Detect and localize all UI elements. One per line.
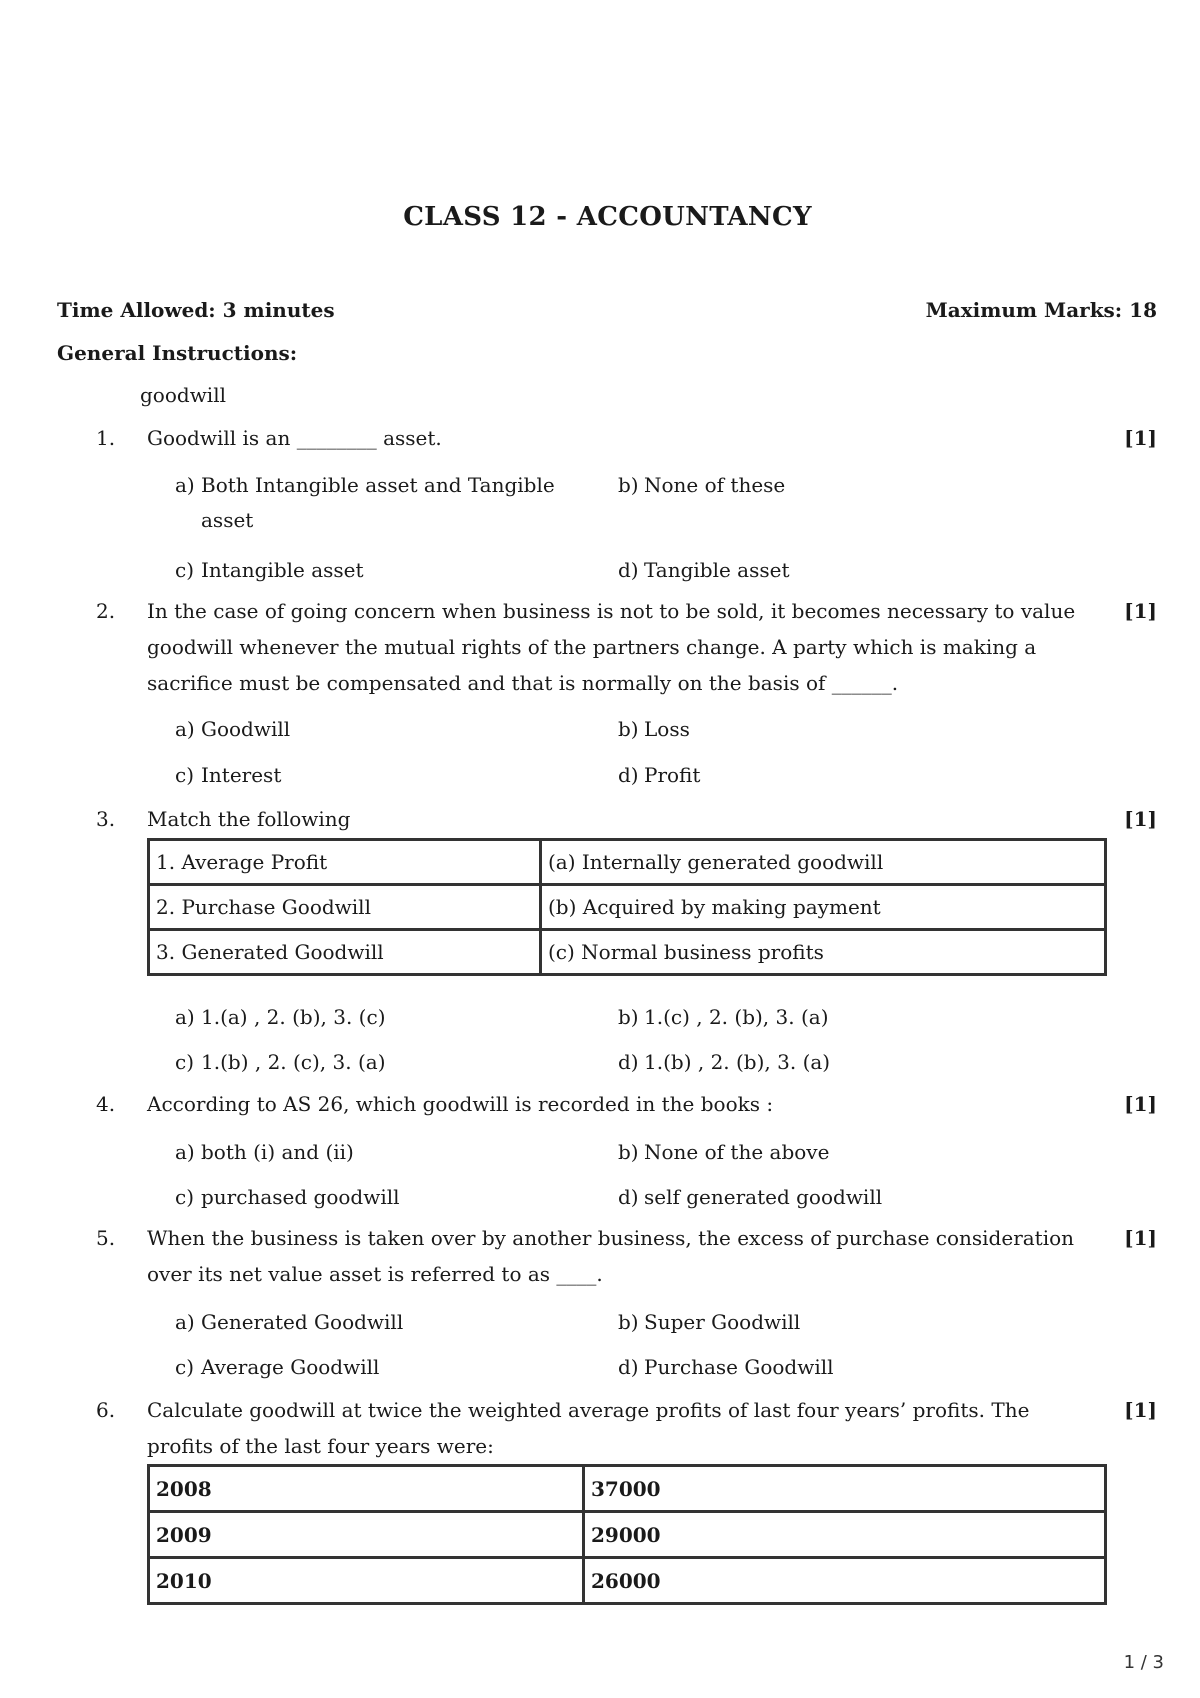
option-text: Average Goodwill <box>201 1355 380 1379</box>
option-label: b) <box>618 1310 639 1334</box>
option-label: b) <box>618 473 639 497</box>
table-row <box>149 885 1106 930</box>
table-row <box>149 930 1106 975</box>
option-a <box>175 468 575 538</box>
option-text: self generated goodwill <box>644 1185 883 1209</box>
maximum-marks: Maximum Marks: 18 <box>925 298 1157 322</box>
option-text: None of the above <box>644 1140 830 1164</box>
table-cell: 2008 <box>149 1466 584 1512</box>
question-text: In the case of going concern when business is not to be sold, it becomes necessary to value goodwill whenever the mutual rights of the partners change. A party which is making a sacrifice must be compensated and that is normally on the basis of ______. <box>147 599 1076 695</box>
question-number: 4. <box>96 1092 116 1116</box>
option-label: a) <box>175 473 195 497</box>
table-row <box>149 1466 1106 1512</box>
table-cell: 26000 <box>584 1558 1106 1604</box>
option-text: Both Intangible asset and Tangible asset <box>201 473 555 532</box>
option-b <box>618 712 1068 747</box>
option-text: Interest <box>201 763 282 787</box>
option-label: d) <box>618 1185 639 1209</box>
option-a <box>175 1135 575 1170</box>
table-cell: 2009 <box>149 1512 584 1558</box>
option-b <box>618 468 1068 503</box>
option-b <box>618 1305 1068 1340</box>
instructions-text: goodwill <box>140 383 226 407</box>
question-marks: [1] <box>1124 1226 1157 1250</box>
option-c <box>175 1045 575 1080</box>
option-text: Super Goodwill <box>644 1310 801 1334</box>
option-text: Tangible asset <box>644 558 790 582</box>
option-text: Goodwill <box>201 717 291 741</box>
option-d <box>618 553 1068 588</box>
option-d <box>618 1350 1068 1385</box>
option-label: a) <box>175 1310 195 1334</box>
table-cell: (a) Internally generated goodwill <box>541 840 1106 885</box>
table-cell: 29000 <box>584 1512 1106 1558</box>
table-row <box>149 1558 1106 1604</box>
question-number: 1. <box>96 426 116 450</box>
question-marks: [1] <box>1124 807 1157 831</box>
question-marks: [1] <box>1124 426 1157 450</box>
option-label: d) <box>618 763 639 787</box>
option-d <box>618 758 1068 793</box>
option-text: 1.(b) , 2. (b), 3. (a) <box>644 1050 831 1074</box>
table-cell: 2. Purchase Goodwill <box>149 885 541 930</box>
table-cell: (c) Normal business profits <box>541 930 1106 975</box>
question-marks: [1] <box>1124 1092 1157 1116</box>
option-label: d) <box>618 558 639 582</box>
question-text: Match the following <box>147 807 351 831</box>
question-number: 3. <box>96 807 116 831</box>
question-number: 6. <box>96 1398 116 1422</box>
instructions-label: General Instructions: <box>57 341 298 365</box>
time-allowed: Time Allowed: 3 minutes <box>57 298 335 322</box>
option-text: Loss <box>644 717 690 741</box>
option-a <box>175 1305 575 1340</box>
page-indicator: 1 / 3 <box>1123 1652 1164 1673</box>
question-number: 2. <box>96 599 116 623</box>
option-label: b) <box>618 1140 639 1164</box>
option-d <box>618 1045 1068 1080</box>
question-text: Goodwill is an ________ asset. <box>147 426 442 450</box>
table-cell: (b) Acquired by making payment <box>541 885 1106 930</box>
table-cell: 2010 <box>149 1558 584 1604</box>
table-row <box>149 840 1106 885</box>
option-label: c) <box>175 1050 195 1074</box>
question-text: According to AS 26, which goodwill is recorded in the books : <box>147 1092 774 1116</box>
option-text: None of these <box>644 473 786 497</box>
option-text: Intangible asset <box>201 558 364 582</box>
option-a <box>175 712 575 747</box>
page-title: CLASS 12 - ACCOUNTANCY <box>403 202 812 232</box>
option-label: a) <box>175 1140 195 1164</box>
question-marks: [1] <box>1124 1398 1157 1422</box>
table-cell: 37000 <box>584 1466 1106 1512</box>
option-label: c) <box>175 1185 195 1209</box>
option-c <box>175 758 575 793</box>
option-label: d) <box>618 1355 639 1379</box>
question-text: When the business is taken over by another business, the excess of purchase consideration over its net value asset is referred to as ____. <box>147 1226 1075 1286</box>
match-table <box>147 838 1107 976</box>
option-text: purchased goodwill <box>201 1185 400 1209</box>
option-c <box>175 553 575 588</box>
option-text: 1.(c) , 2. (b), 3. (a) <box>644 1005 829 1029</box>
table-cell: 1. Average Profit <box>149 840 541 885</box>
question-number: 5. <box>96 1226 116 1250</box>
option-text: Profit <box>644 763 701 787</box>
question-text: Calculate goodwill at twice the weighted average profits of last four years’ profits. The profits of the last four years were: <box>147 1398 1030 1458</box>
option-label: a) <box>175 717 195 741</box>
option-c <box>175 1180 575 1215</box>
option-label: c) <box>175 763 195 787</box>
option-label: b) <box>618 717 639 741</box>
option-label: c) <box>175 558 195 582</box>
option-b <box>618 1135 1068 1170</box>
table-cell: 3. Generated Goodwill <box>149 930 541 975</box>
option-text: 1.(a) , 2. (b), 3. (c) <box>201 1005 386 1029</box>
option-label: c) <box>175 1355 195 1379</box>
option-label: d) <box>618 1050 639 1074</box>
profits-table <box>147 1464 1107 1605</box>
option-d <box>618 1180 1068 1215</box>
option-text: both (i) and (ii) <box>201 1140 354 1164</box>
option-text: Generated Goodwill <box>201 1310 404 1334</box>
option-label: a) <box>175 1005 195 1029</box>
table-row <box>149 1512 1106 1558</box>
option-a <box>175 1000 575 1035</box>
option-b <box>618 1000 1068 1035</box>
option-label: b) <box>618 1005 639 1029</box>
question-marks: [1] <box>1124 599 1157 623</box>
option-c <box>175 1350 575 1385</box>
option-text: Purchase Goodwill <box>644 1355 834 1379</box>
option-text: 1.(b) , 2. (c), 3. (a) <box>201 1050 386 1074</box>
